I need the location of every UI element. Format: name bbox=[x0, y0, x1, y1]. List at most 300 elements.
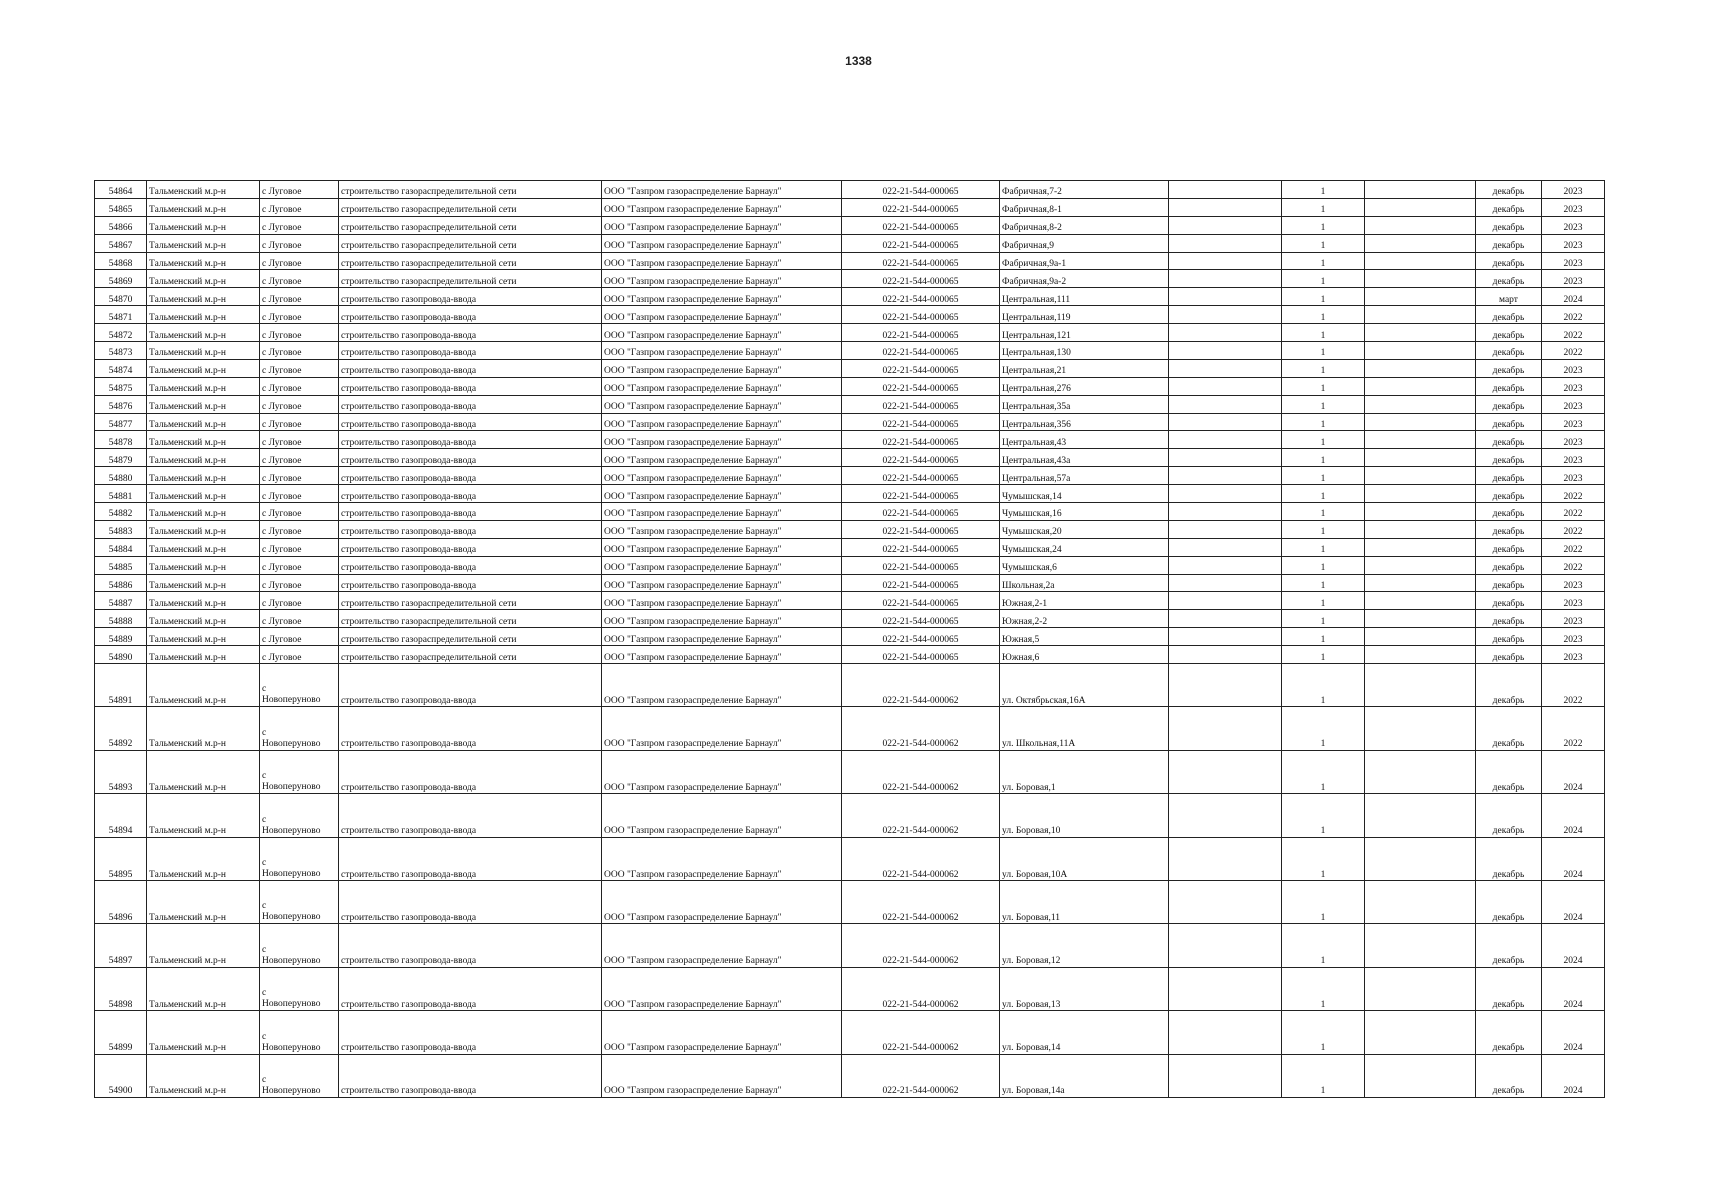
district-cell: Тальменский м.р-н bbox=[147, 377, 260, 395]
organization-cell: ООО "Газпром газораспределение Барнаул" bbox=[602, 395, 842, 413]
table-row bbox=[95, 574, 1605, 592]
object-code-cell: 022-21-544-000065 bbox=[842, 646, 1000, 664]
object-code-cell: 022-21-544-000065 bbox=[842, 574, 1000, 592]
object-code-cell: 022-21-544-000062 bbox=[842, 924, 1000, 967]
page-number: 1338 bbox=[845, 54, 872, 68]
address-cell: ул. Боровая,13 bbox=[1000, 967, 1169, 1010]
organization-cell: ООО "Газпром газораспределение Барнаул" bbox=[602, 234, 842, 252]
work-type-cell: строительство газопровода-ввода bbox=[339, 306, 602, 324]
row-number-cell: 54885 bbox=[95, 556, 147, 574]
empty-cell bbox=[1169, 592, 1282, 610]
empty-cell bbox=[1169, 924, 1282, 967]
locality-cell: с Луговое bbox=[260, 628, 339, 646]
organization-cell: ООО "Газпром газораспределение Барнаул" bbox=[602, 181, 842, 199]
table-row bbox=[95, 359, 1605, 377]
object-code-cell: 022-21-544-000065 bbox=[842, 538, 1000, 556]
row-number-cell: 54889 bbox=[95, 628, 147, 646]
locality-cell: с Луговое bbox=[260, 431, 339, 449]
year-cell: 2023 bbox=[1542, 574, 1605, 592]
object-code-cell: 022-21-544-000065 bbox=[842, 431, 1000, 449]
month-cell: декабрь bbox=[1476, 1011, 1542, 1054]
empty-cell bbox=[1169, 1011, 1282, 1054]
quantity-cell: 1 bbox=[1282, 216, 1365, 234]
locality-prefix: с bbox=[262, 944, 267, 955]
empty-cell bbox=[1169, 1054, 1282, 1097]
row-number-cell: 54864 bbox=[95, 181, 147, 199]
address-cell: ул. Боровая,11 bbox=[1000, 881, 1169, 924]
row-number-cell: 54896 bbox=[95, 881, 147, 924]
year-cell: 2024 bbox=[1542, 750, 1605, 793]
object-code-cell: 022-21-544-000062 bbox=[842, 881, 1000, 924]
work-type-cell: строительство газопровода-ввода bbox=[339, 431, 602, 449]
organization-cell: ООО "Газпром газораспределение Барнаул" bbox=[602, 924, 842, 967]
quantity-cell: 1 bbox=[1282, 794, 1365, 837]
object-code-cell: 022-21-544-000065 bbox=[842, 485, 1000, 503]
address-cell: Школьная,2а bbox=[1000, 574, 1169, 592]
empty-cell bbox=[1365, 574, 1476, 592]
locality-cell: с Луговое bbox=[260, 198, 339, 216]
quantity-cell: 1 bbox=[1282, 610, 1365, 628]
district-cell: Тальменский м.р-н bbox=[147, 306, 260, 324]
row-number-cell: 54884 bbox=[95, 538, 147, 556]
object-code-cell: 022-21-544-000062 bbox=[842, 794, 1000, 837]
empty-cell bbox=[1365, 707, 1476, 750]
table-row bbox=[95, 520, 1605, 538]
table-row bbox=[95, 252, 1605, 270]
empty-cell bbox=[1365, 377, 1476, 395]
district-cell: Тальменский м.р-н bbox=[147, 592, 260, 610]
year-cell: 2023 bbox=[1542, 377, 1605, 395]
table-row bbox=[95, 924, 1605, 967]
object-code-cell: 022-21-544-000062 bbox=[842, 750, 1000, 793]
quantity-cell: 1 bbox=[1282, 306, 1365, 324]
quantity-cell: 1 bbox=[1282, 924, 1365, 967]
empty-cell bbox=[1365, 324, 1476, 342]
work-type-cell: строительство газопровода-ввода bbox=[339, 359, 602, 377]
organization-cell: ООО "Газпром газораспределение Барнаул" bbox=[602, 592, 842, 610]
address-cell: ул. Боровая,10 bbox=[1000, 794, 1169, 837]
row-number-cell: 54881 bbox=[95, 485, 147, 503]
locality-cell: с Луговое bbox=[260, 556, 339, 574]
table-row bbox=[95, 342, 1605, 360]
month-cell: декабрь bbox=[1476, 664, 1542, 707]
work-type-cell: строительство газораспределительной сети bbox=[339, 592, 602, 610]
district-cell: Тальменский м.р-н bbox=[147, 359, 260, 377]
row-number-cell: 54891 bbox=[95, 664, 147, 707]
quantity-cell: 1 bbox=[1282, 1054, 1365, 1097]
locality-prefix: с bbox=[262, 988, 267, 999]
empty-cell bbox=[1169, 707, 1282, 750]
row-number-cell: 54886 bbox=[95, 574, 147, 592]
work-type-cell: строительство газопровода-ввода bbox=[339, 377, 602, 395]
table-row bbox=[95, 628, 1605, 646]
locality-prefix: с bbox=[262, 771, 267, 782]
empty-cell bbox=[1365, 467, 1476, 485]
locality-cell: с Луговое bbox=[260, 270, 339, 288]
year-cell: 2022 bbox=[1542, 707, 1605, 750]
locality-prefix: с bbox=[262, 1074, 267, 1085]
row-number-cell: 54878 bbox=[95, 431, 147, 449]
object-code-cell: 022-21-544-000065 bbox=[842, 198, 1000, 216]
work-type-cell: строительство газопровода-ввода bbox=[339, 342, 602, 360]
address-cell: ул. Боровая,14а bbox=[1000, 1054, 1169, 1097]
row-number-cell: 54876 bbox=[95, 395, 147, 413]
row-number-cell: 54866 bbox=[95, 216, 147, 234]
row-number-cell: 54875 bbox=[95, 377, 147, 395]
work-type-cell: строительство газопровода-ввода bbox=[339, 520, 602, 538]
row-number-cell: 54892 bbox=[95, 707, 147, 750]
row-number-cell: 54897 bbox=[95, 924, 147, 967]
year-cell: 2022 bbox=[1542, 520, 1605, 538]
year-cell: 2023 bbox=[1542, 270, 1605, 288]
empty-cell bbox=[1169, 252, 1282, 270]
organization-cell: ООО "Газпром газораспределение Барнаул" bbox=[602, 1054, 842, 1097]
empty-cell bbox=[1365, 1011, 1476, 1054]
empty-cell bbox=[1169, 503, 1282, 521]
locality-cell: с Луговое bbox=[260, 592, 339, 610]
month-cell: декабрь bbox=[1476, 181, 1542, 199]
district-cell: Тальменский м.р-н bbox=[147, 556, 260, 574]
object-code-cell: 022-21-544-000062 bbox=[842, 967, 1000, 1010]
object-code-cell: 022-21-544-000065 bbox=[842, 306, 1000, 324]
table-row bbox=[95, 794, 1605, 837]
year-cell: 2024 bbox=[1542, 881, 1605, 924]
empty-cell bbox=[1365, 234, 1476, 252]
locality-cell: с Луговое bbox=[260, 324, 339, 342]
locality-name: Новоперуново bbox=[262, 912, 321, 923]
table-row bbox=[95, 234, 1605, 252]
address-cell: ул. Боровая,10А bbox=[1000, 837, 1169, 880]
address-cell: Центральная,43 bbox=[1000, 431, 1169, 449]
row-number-cell: 54880 bbox=[95, 467, 147, 485]
row-number-cell: 54898 bbox=[95, 967, 147, 1010]
work-type-cell: строительство газораспределительной сети bbox=[339, 610, 602, 628]
table-row bbox=[95, 1011, 1605, 1054]
month-cell: декабрь bbox=[1476, 252, 1542, 270]
address-cell: Южная,5 bbox=[1000, 628, 1169, 646]
work-type-cell: строительство газопровода-ввода bbox=[339, 503, 602, 521]
row-number-cell: 54870 bbox=[95, 288, 147, 306]
table-row bbox=[95, 467, 1605, 485]
year-cell: 2024 bbox=[1542, 967, 1605, 1010]
year-cell: 2024 bbox=[1542, 924, 1605, 967]
row-number-cell: 54877 bbox=[95, 413, 147, 431]
quantity-cell: 1 bbox=[1282, 449, 1365, 467]
month-cell: декабрь bbox=[1476, 750, 1542, 793]
locality-cell: с Луговое bbox=[260, 646, 339, 664]
quantity-cell: 1 bbox=[1282, 395, 1365, 413]
locality-prefix: с bbox=[262, 684, 267, 695]
locality-cell bbox=[260, 881, 339, 924]
empty-cell bbox=[1169, 574, 1282, 592]
empty-cell bbox=[1169, 198, 1282, 216]
locality-name: Новоперуново bbox=[262, 1042, 321, 1053]
quantity-cell: 1 bbox=[1282, 270, 1365, 288]
quantity-cell: 1 bbox=[1282, 750, 1365, 793]
month-cell: декабрь bbox=[1476, 467, 1542, 485]
row-number-cell: 54865 bbox=[95, 198, 147, 216]
quantity-cell: 1 bbox=[1282, 431, 1365, 449]
empty-cell bbox=[1365, 924, 1476, 967]
quantity-cell: 1 bbox=[1282, 342, 1365, 360]
year-cell: 2023 bbox=[1542, 431, 1605, 449]
address-cell: Фабричная,8-2 bbox=[1000, 216, 1169, 234]
quantity-cell: 1 bbox=[1282, 359, 1365, 377]
district-cell: Тальменский м.р-н bbox=[147, 324, 260, 342]
object-code-cell: 022-21-544-000062 bbox=[842, 1054, 1000, 1097]
address-cell: Чумышская,14 bbox=[1000, 485, 1169, 503]
empty-cell bbox=[1365, 750, 1476, 793]
organization-cell: ООО "Газпром газораспределение Барнаул" bbox=[602, 520, 842, 538]
locality-cell: с Луговое bbox=[260, 395, 339, 413]
district-cell: Тальменский м.р-н bbox=[147, 413, 260, 431]
quantity-cell: 1 bbox=[1282, 967, 1365, 1010]
locality-cell bbox=[260, 707, 339, 750]
organization-cell: ООО "Газпром газораспределение Барнаул" bbox=[602, 646, 842, 664]
work-type-cell: строительство газораспределительной сети bbox=[339, 270, 602, 288]
organization-cell: ООО "Газпром газораспределение Барнаул" bbox=[602, 707, 842, 750]
locality-cell bbox=[260, 664, 339, 707]
year-cell: 2023 bbox=[1542, 449, 1605, 467]
year-cell: 2023 bbox=[1542, 198, 1605, 216]
district-cell: Тальменский м.р-н bbox=[147, 794, 260, 837]
district-cell: Тальменский м.р-н bbox=[147, 610, 260, 628]
month-cell: декабрь bbox=[1476, 485, 1542, 503]
district-cell: Тальменский м.р-н bbox=[147, 707, 260, 750]
quantity-cell: 1 bbox=[1282, 324, 1365, 342]
quantity-cell: 1 bbox=[1282, 288, 1365, 306]
object-code-cell: 022-21-544-000065 bbox=[842, 288, 1000, 306]
work-type-cell: строительство газопровода-ввода bbox=[339, 288, 602, 306]
district-cell: Тальменский м.р-н bbox=[147, 628, 260, 646]
table-row bbox=[95, 881, 1605, 924]
quantity-cell: 1 bbox=[1282, 707, 1365, 750]
locality-cell bbox=[260, 1011, 339, 1054]
row-number-cell: 54873 bbox=[95, 342, 147, 360]
row-number-cell: 54872 bbox=[95, 324, 147, 342]
locality-name: Новоперуново bbox=[262, 782, 321, 793]
table-row bbox=[95, 216, 1605, 234]
object-code-cell: 022-21-544-000065 bbox=[842, 610, 1000, 628]
organization-cell: ООО "Газпром газораспределение Барнаул" bbox=[602, 431, 842, 449]
address-cell: Южная,2-2 bbox=[1000, 610, 1169, 628]
locality-cell: с Луговое bbox=[260, 306, 339, 324]
organization-cell: ООО "Газпром газораспределение Барнаул" bbox=[602, 574, 842, 592]
work-type-cell: строительство газопровода-ввода bbox=[339, 485, 602, 503]
empty-cell bbox=[1169, 467, 1282, 485]
district-cell: Тальменский м.р-н bbox=[147, 485, 260, 503]
organization-cell: ООО "Газпром газораспределение Барнаул" bbox=[602, 750, 842, 793]
empty-cell bbox=[1169, 324, 1282, 342]
work-type-cell: строительство газораспределительной сети bbox=[339, 252, 602, 270]
empty-cell bbox=[1365, 288, 1476, 306]
address-cell: Фабричная,8-1 bbox=[1000, 198, 1169, 216]
empty-cell bbox=[1169, 216, 1282, 234]
table-row bbox=[95, 646, 1605, 664]
organization-cell: ООО "Газпром газораспределение Барнаул" bbox=[602, 837, 842, 880]
district-cell: Тальменский м.р-н bbox=[147, 449, 260, 467]
empty-cell bbox=[1365, 628, 1476, 646]
empty-cell bbox=[1365, 610, 1476, 628]
address-cell: Чумышская,6 bbox=[1000, 556, 1169, 574]
empty-cell bbox=[1169, 288, 1282, 306]
empty-cell bbox=[1169, 181, 1282, 199]
address-cell: Центральная,119 bbox=[1000, 306, 1169, 324]
year-cell: 2023 bbox=[1542, 413, 1605, 431]
empty-cell bbox=[1365, 252, 1476, 270]
year-cell: 2022 bbox=[1542, 324, 1605, 342]
organization-cell: ООО "Газпром газораспределение Барнаул" bbox=[602, 503, 842, 521]
locality-prefix: с bbox=[262, 901, 267, 912]
address-cell: Центральная,43а bbox=[1000, 449, 1169, 467]
quantity-cell: 1 bbox=[1282, 646, 1365, 664]
empty-cell bbox=[1169, 967, 1282, 1010]
locality-cell: с Луговое bbox=[260, 234, 339, 252]
year-cell: 2023 bbox=[1542, 646, 1605, 664]
address-cell: Чумышская,20 bbox=[1000, 520, 1169, 538]
locality-name: Новоперуново bbox=[262, 738, 321, 749]
locality-cell: с Луговое bbox=[260, 520, 339, 538]
row-number-cell: 54888 bbox=[95, 610, 147, 628]
year-cell: 2022 bbox=[1542, 664, 1605, 707]
organization-cell: ООО "Газпром газораспределение Барнаул" bbox=[602, 538, 842, 556]
organization-cell: ООО "Газпром газораспределение Барнаул" bbox=[602, 324, 842, 342]
empty-cell bbox=[1365, 413, 1476, 431]
address-cell: ул. Школьная,11А bbox=[1000, 707, 1169, 750]
locality-prefix: с bbox=[262, 1031, 267, 1042]
empty-cell bbox=[1365, 485, 1476, 503]
year-cell: 2022 bbox=[1542, 306, 1605, 324]
empty-cell bbox=[1169, 234, 1282, 252]
locality-cell: с Луговое bbox=[260, 377, 339, 395]
address-cell: ул. Боровая,14 bbox=[1000, 1011, 1169, 1054]
month-cell: декабрь bbox=[1476, 610, 1542, 628]
empty-cell bbox=[1365, 837, 1476, 880]
empty-cell bbox=[1169, 837, 1282, 880]
organization-cell: ООО "Газпром газораспределение Барнаул" bbox=[602, 467, 842, 485]
month-cell: декабрь bbox=[1476, 538, 1542, 556]
empty-cell bbox=[1365, 431, 1476, 449]
empty-cell bbox=[1169, 538, 1282, 556]
empty-cell bbox=[1365, 592, 1476, 610]
locality-prefix: с bbox=[262, 858, 267, 868]
empty-cell bbox=[1365, 881, 1476, 924]
district-cell: Тальменский м.р-н bbox=[147, 538, 260, 556]
district-cell: Тальменский м.р-н bbox=[147, 216, 260, 234]
row-number-cell: 54869 bbox=[95, 270, 147, 288]
work-type-cell: строительство газопровода-ввода bbox=[339, 967, 602, 1010]
locality-cell bbox=[260, 924, 339, 967]
locality-cell: с Луговое bbox=[260, 288, 339, 306]
empty-cell bbox=[1169, 664, 1282, 707]
address-cell: Центральная,57а bbox=[1000, 467, 1169, 485]
month-cell: декабрь bbox=[1476, 198, 1542, 216]
row-number-cell: 54867 bbox=[95, 234, 147, 252]
month-cell: декабрь bbox=[1476, 306, 1542, 324]
organization-cell: ООО "Газпром газораспределение Барнаул" bbox=[602, 270, 842, 288]
row-number-cell: 54899 bbox=[95, 1011, 147, 1054]
object-code-cell: 022-21-544-000065 bbox=[842, 181, 1000, 199]
quantity-cell: 1 bbox=[1282, 181, 1365, 199]
organization-cell: ООО "Газпром газораспределение Барнаул" bbox=[602, 610, 842, 628]
table-row bbox=[95, 395, 1605, 413]
district-cell: Тальменский м.р-н bbox=[147, 967, 260, 1010]
month-cell: декабрь bbox=[1476, 707, 1542, 750]
organization-cell: ООО "Газпром газораспределение Барнаул" bbox=[602, 359, 842, 377]
empty-cell bbox=[1365, 342, 1476, 360]
registry-table bbox=[94, 180, 1605, 1098]
locality-cell: с Луговое bbox=[260, 181, 339, 199]
row-number-cell: 54871 bbox=[95, 306, 147, 324]
organization-cell: ООО "Газпром газораспределение Барнаул" bbox=[602, 306, 842, 324]
district-cell: Тальменский м.р-н bbox=[147, 431, 260, 449]
quantity-cell: 1 bbox=[1282, 837, 1365, 880]
address-cell: ул. Боровая,12 bbox=[1000, 924, 1169, 967]
quantity-cell: 1 bbox=[1282, 467, 1365, 485]
district-cell: Тальменский м.р-н bbox=[147, 924, 260, 967]
year-cell: 2023 bbox=[1542, 216, 1605, 234]
address-cell: Центральная,276 bbox=[1000, 377, 1169, 395]
locality-name: Новоперуново bbox=[262, 955, 321, 966]
organization-cell: ООО "Газпром газораспределение Барнаул" bbox=[602, 449, 842, 467]
work-type-cell: строительство газораспределительной сети bbox=[339, 646, 602, 664]
organization-cell: ООО "Газпром газораспределение Барнаул" bbox=[602, 556, 842, 574]
quantity-cell: 1 bbox=[1282, 413, 1365, 431]
object-code-cell: 022-21-544-000065 bbox=[842, 234, 1000, 252]
month-cell: декабрь bbox=[1476, 628, 1542, 646]
table-row bbox=[95, 538, 1605, 556]
empty-cell bbox=[1169, 794, 1282, 837]
work-type-cell: строительство газопровода-ввода bbox=[339, 837, 602, 880]
year-cell: 2024 bbox=[1542, 1054, 1605, 1097]
address-cell: ул. Октябрьская,16А bbox=[1000, 664, 1169, 707]
organization-cell: ООО "Газпром газораспределение Барнаул" bbox=[602, 216, 842, 234]
work-type-cell: строительство газораспределительной сети bbox=[339, 181, 602, 199]
address-cell: Фабричная,9а-2 bbox=[1000, 270, 1169, 288]
empty-cell bbox=[1365, 198, 1476, 216]
month-cell: декабрь bbox=[1476, 967, 1542, 1010]
locality-cell: с Луговое bbox=[260, 574, 339, 592]
year-cell: 2024 bbox=[1542, 794, 1605, 837]
table-row bbox=[95, 967, 1605, 1010]
work-type-cell: строительство газопровода-ввода bbox=[339, 467, 602, 485]
object-code-cell: 022-21-544-000065 bbox=[842, 503, 1000, 521]
organization-cell: ООО "Газпром газораспределение Барнаул" bbox=[602, 1011, 842, 1054]
work-type-cell: строительство газопровода-ввода bbox=[339, 449, 602, 467]
district-cell: Тальменский м.р-н bbox=[147, 198, 260, 216]
empty-cell bbox=[1365, 1054, 1476, 1097]
month-cell: декабрь bbox=[1476, 342, 1542, 360]
year-cell: 2023 bbox=[1542, 181, 1605, 199]
month-cell: декабрь bbox=[1476, 881, 1542, 924]
work-type-cell: строительство газопровода-ввода bbox=[339, 1054, 602, 1097]
locality-cell: с Луговое bbox=[260, 485, 339, 503]
table-row bbox=[95, 556, 1605, 574]
object-code-cell: 022-21-544-000065 bbox=[842, 342, 1000, 360]
organization-cell: ООО "Газпром газораспределение Барнаул" bbox=[602, 628, 842, 646]
organization-cell: ООО "Газпром газораспределение Барнаул" bbox=[602, 967, 842, 1010]
address-cell: Фабричная,9 bbox=[1000, 234, 1169, 252]
address-cell: Фабричная,7-2 bbox=[1000, 181, 1169, 199]
address-cell: Центральная,356 bbox=[1000, 413, 1169, 431]
locality-cell bbox=[260, 837, 339, 880]
address-cell: Южная,2-1 bbox=[1000, 592, 1169, 610]
work-type-cell: строительство газораспределительной сети bbox=[339, 234, 602, 252]
organization-cell: ООО "Газпром газораспределение Барнаул" bbox=[602, 881, 842, 924]
object-code-cell: 022-21-544-000065 bbox=[842, 556, 1000, 574]
table-row bbox=[95, 610, 1605, 628]
district-cell: Тальменский м.р-н bbox=[147, 837, 260, 880]
